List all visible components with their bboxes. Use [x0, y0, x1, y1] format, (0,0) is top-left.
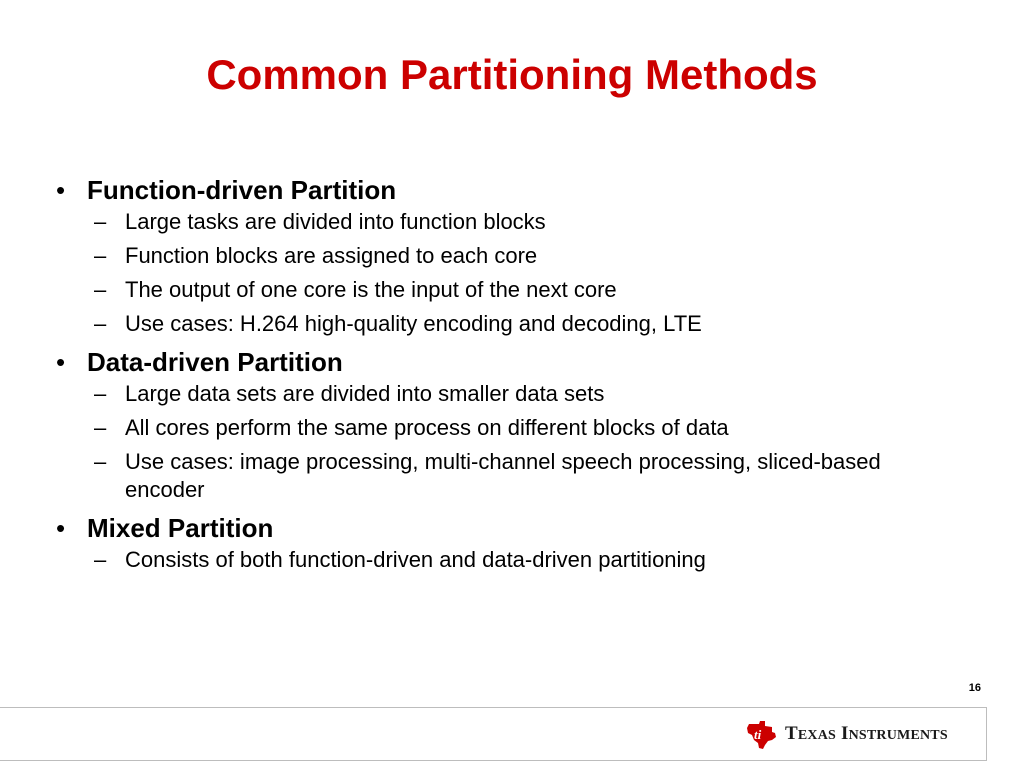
sub-bullet-item	[94, 276, 956, 304]
dash-icon: –	[94, 547, 107, 572]
bullet-heading: Mixed Partition	[87, 513, 274, 543]
bullet-heading: Function-driven Partition	[87, 175, 397, 205]
texas-instruments-logo-icon	[745, 718, 779, 750]
dash-icon: –	[94, 415, 107, 440]
sub-bullet-item	[94, 242, 956, 270]
sub-bullet-list	[87, 208, 956, 338]
sub-bullet-item	[94, 310, 956, 338]
bullet-list	[56, 172, 956, 580]
sub-bullet-text: Large tasks are divided into function blocks	[125, 209, 546, 234]
sub-bullet-text: Use cases: H.264 high-quality encoding and decoding, LTE	[125, 311, 702, 336]
dash-icon: –	[94, 209, 107, 234]
dash-icon: –	[94, 449, 107, 474]
texas-instruments-wordmark: TEXAS INSTRUMENTS	[785, 723, 948, 744]
bullet-dot-icon: •	[56, 175, 66, 205]
sub-bullet-text: Large data sets are divided into smaller data sets	[125, 381, 605, 406]
sub-bullet-text: The output of one core is the input of the next core	[125, 277, 617, 302]
bullet-dot-icon: •	[56, 347, 66, 377]
texas-instruments-logo	[745, 718, 948, 750]
sub-bullet-item	[94, 208, 956, 236]
svg-text:ti: ti	[754, 727, 762, 742]
bullet-mixed	[56, 510, 956, 574]
sub-bullet-item	[94, 546, 956, 574]
sub-bullet-item	[94, 448, 956, 504]
slide-title: Common Partitioning Methods	[206, 51, 818, 98]
sub-bullet-text: Use cases: image processing, multi-channel speech processing, sliced-based encoder	[125, 449, 881, 502]
bullet-function-driven	[56, 172, 956, 338]
dash-icon: –	[94, 311, 107, 336]
sub-bullet-text: Function blocks are assigned to each core	[125, 243, 538, 268]
dash-icon: –	[94, 243, 107, 268]
sub-bullet-item	[94, 414, 956, 442]
dash-icon: –	[94, 277, 107, 302]
bullet-dot-icon: •	[56, 513, 66, 543]
bullet-data-driven	[56, 344, 956, 504]
dash-icon: –	[94, 381, 107, 406]
sub-bullet-list	[87, 380, 956, 504]
page-number: 16	[968, 682, 981, 694]
bullet-heading: Data-driven Partition	[87, 347, 343, 377]
sub-bullet-text: Consists of both function-driven and data-driven partitioning	[125, 547, 706, 572]
sub-bullet-list	[87, 546, 956, 574]
sub-bullet-text: All cores perform the same process on different blocks of data	[125, 415, 729, 440]
sub-bullet-item	[94, 380, 956, 408]
